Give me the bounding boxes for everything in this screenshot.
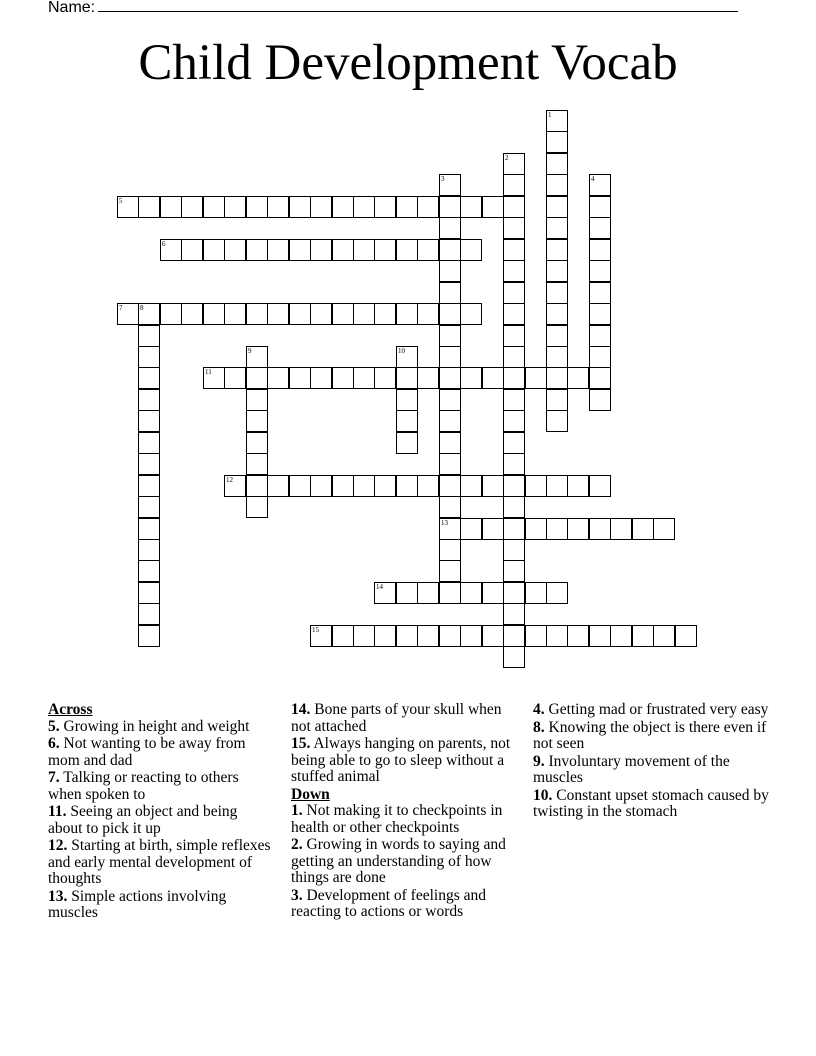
grid-cell[interactable] (138, 625, 160, 647)
grid-cell[interactable] (246, 303, 268, 325)
across-heading: Across (48, 701, 93, 718)
grid-cell[interactable] (589, 217, 611, 239)
grid-cell[interactable] (503, 303, 525, 325)
clues-column-3 (533, 702, 783, 822)
grid-cell[interactable] (353, 239, 375, 261)
grid-cell[interactable] (417, 239, 439, 261)
grid-cell[interactable] (374, 196, 396, 218)
grid-cell[interactable] (181, 196, 203, 218)
cell-number: 11 (205, 368, 212, 376)
clue-across-14: 14. Bone parts of your skull when not attached (291, 701, 502, 735)
grid-cell[interactable] (181, 239, 203, 261)
grid-cell[interactable] (546, 367, 568, 389)
grid-cell[interactable] (503, 410, 525, 432)
grid-cell[interactable] (460, 239, 482, 261)
grid-cell[interactable] (267, 475, 289, 497)
grid-cell[interactable] (503, 153, 525, 175)
clues-column-1 (48, 702, 273, 923)
grid-cell[interactable] (203, 367, 225, 389)
clue-across-7: 7. Talking or reacting to others when spoken to (48, 769, 239, 803)
grid-cell[interactable] (332, 239, 354, 261)
grid-cell[interactable] (138, 603, 160, 625)
grid-cell[interactable] (503, 260, 525, 282)
grid-cell[interactable] (439, 389, 461, 411)
grid-cell[interactable] (396, 196, 418, 218)
clue-down-3: 3. Development of feelings and reacting to actions or words (291, 886, 486, 920)
grid-cell[interactable] (653, 625, 675, 647)
grid-cell[interactable] (267, 367, 289, 389)
cell-number: 12 (226, 476, 233, 484)
grid-cell[interactable] (503, 518, 525, 540)
grid-cell[interactable] (460, 367, 482, 389)
grid-cell[interactable] (310, 367, 332, 389)
grid-cell[interactable] (332, 367, 354, 389)
grid-cell[interactable] (246, 196, 268, 218)
grid-cell[interactable] (203, 239, 225, 261)
grid-cell[interactable] (460, 582, 482, 604)
grid-cell[interactable] (439, 217, 461, 239)
grid-cell[interactable] (439, 282, 461, 304)
grid-cell[interactable] (267, 303, 289, 325)
grid-cell[interactable] (482, 518, 504, 540)
grid-cell[interactable] (374, 239, 396, 261)
clue-down-2: 2. Growing in words to saying and getting an understanding of how things are done (291, 836, 506, 886)
grid-cell[interactable] (138, 410, 160, 432)
grid-cell[interactable] (503, 346, 525, 368)
cell-number: 5 (119, 197, 123, 205)
grid-cell[interactable] (589, 389, 611, 411)
grid-cell[interactable] (546, 346, 568, 368)
grid-cell[interactable] (374, 475, 396, 497)
grid-cell[interactable] (246, 389, 268, 411)
grid-cell[interactable] (289, 367, 311, 389)
grid-cell[interactable] (224, 367, 246, 389)
grid-cell[interactable] (439, 432, 461, 454)
grid-cell[interactable] (396, 625, 418, 647)
grid-cell[interactable] (439, 625, 461, 647)
grid-cell[interactable] (546, 110, 568, 132)
grid-cell[interactable] (546, 282, 568, 304)
grid-cell[interactable] (396, 475, 418, 497)
grid-cell[interactable] (138, 196, 160, 218)
grid-cell[interactable] (138, 346, 160, 368)
grid-cell[interactable] (246, 367, 268, 389)
grid-cell[interactable] (374, 303, 396, 325)
grid-cell[interactable] (632, 518, 654, 540)
clue-down-9: 9. Involuntary movement of the muscles (533, 752, 730, 786)
grid-cell[interactable] (160, 196, 182, 218)
grid-cell[interactable] (310, 196, 332, 218)
clue-down-8: 8. Knowing the object is there even if not seen (533, 718, 767, 752)
grid-cell[interactable] (589, 239, 611, 261)
grid-cell[interactable] (138, 453, 160, 475)
grid-cell[interactable] (546, 582, 568, 604)
grid-cell[interactable] (289, 475, 311, 497)
grid-cell[interactable] (503, 453, 525, 475)
grid-cell[interactable] (289, 196, 311, 218)
down-heading: Down (291, 785, 330, 803)
grid-cell[interactable] (138, 367, 160, 389)
grid-cell[interactable] (310, 303, 332, 325)
cell-number: 6 (162, 240, 166, 248)
grid-cell[interactable] (439, 174, 461, 196)
grid-cell[interactable] (332, 625, 354, 647)
clue-down-4: 4. Getting mad or frustrated very easy (533, 701, 769, 718)
grid-cell[interactable] (546, 475, 568, 497)
grid-cell[interactable] (117, 196, 139, 218)
grid-cell[interactable] (203, 303, 225, 325)
grid-cell[interactable] (675, 625, 697, 647)
grid-cell[interactable] (439, 303, 461, 325)
grid-cell[interactable] (503, 217, 525, 239)
cell-number: 4 (591, 175, 595, 183)
grid-cell[interactable] (546, 303, 568, 325)
grid-cell[interactable] (589, 367, 611, 389)
grid-cell[interactable] (546, 260, 568, 282)
grid-cell[interactable] (546, 196, 568, 218)
grid-cell[interactable] (246, 453, 268, 475)
grid-cell[interactable] (439, 367, 461, 389)
grid-cell[interactable] (503, 239, 525, 261)
grid-cell[interactable] (160, 239, 182, 261)
grid-cell[interactable] (332, 196, 354, 218)
clue-down-10: 10. Constant upset stomach caused by twisting in the stomach (533, 786, 769, 820)
grid-cell[interactable] (138, 389, 160, 411)
grid-cell[interactable] (396, 346, 418, 368)
clue-across-13: 13. Simple actions involving muscles (48, 887, 227, 921)
grid-cell[interactable] (138, 325, 160, 347)
grid-cell[interactable] (589, 282, 611, 304)
grid-cell[interactable] (567, 625, 589, 647)
grid-cell[interactable] (138, 560, 160, 582)
grid-cell[interactable] (138, 496, 160, 518)
grid-cell[interactable] (610, 625, 632, 647)
grid-cell[interactable] (439, 539, 461, 561)
grid-cell[interactable] (439, 325, 461, 347)
grid-cell[interactable] (503, 174, 525, 196)
grid-cell[interactable] (138, 303, 160, 325)
grid-cell[interactable] (503, 560, 525, 582)
grid-cell[interactable] (589, 174, 611, 196)
grid-cell[interactable] (417, 625, 439, 647)
grid-cell[interactable] (589, 346, 611, 368)
clue-across-12: 12. Starting at birth, simple reflexes and early mental development of thoughts (48, 837, 271, 887)
grid-cell[interactable] (332, 303, 354, 325)
name-label: Name: (48, 0, 96, 16)
grid-cell[interactable] (503, 603, 525, 625)
grid-cell[interactable] (224, 239, 246, 261)
grid-cell[interactable] (482, 367, 504, 389)
grid-cell[interactable] (525, 625, 547, 647)
grid-cell[interactable] (439, 496, 461, 518)
grid-cell[interactable] (460, 303, 482, 325)
grid-cell[interactable] (632, 625, 654, 647)
grid-cell[interactable] (546, 625, 568, 647)
cell-number: 15 (312, 626, 319, 634)
grid-cell[interactable] (439, 582, 461, 604)
grid-cell[interactable] (503, 582, 525, 604)
grid-cell[interactable] (396, 303, 418, 325)
grid-cell[interactable] (374, 582, 396, 604)
grid-cell[interactable] (546, 410, 568, 432)
grid-cell[interactable] (310, 239, 332, 261)
grid-cell[interactable] (460, 196, 482, 218)
grid-cell[interactable] (546, 174, 568, 196)
grid-cell[interactable] (332, 475, 354, 497)
grid-cell[interactable] (589, 325, 611, 347)
grid-cell[interactable] (417, 475, 439, 497)
cell-number: 3 (441, 175, 445, 183)
grid-cell[interactable] (246, 239, 268, 261)
grid-cell[interactable] (589, 260, 611, 282)
grid-cell[interactable] (289, 303, 311, 325)
cell-number: 7 (119, 304, 123, 312)
grid-cell[interactable] (417, 196, 439, 218)
grid-cell[interactable] (138, 432, 160, 454)
grid-cell[interactable] (439, 475, 461, 497)
grid-cell[interactable] (546, 325, 568, 347)
grid-cell[interactable] (439, 453, 461, 475)
cell-number: 8 (140, 304, 144, 312)
grid-cell[interactable] (567, 475, 589, 497)
cell-number: 9 (248, 347, 252, 355)
grid-cell[interactable] (525, 475, 547, 497)
grid-cell[interactable] (589, 303, 611, 325)
grid-cell[interactable] (460, 475, 482, 497)
grid-cell[interactable] (567, 367, 589, 389)
grid-cell[interactable] (439, 518, 461, 540)
grid-cell[interactable] (224, 475, 246, 497)
grid-cell[interactable] (160, 303, 182, 325)
grid-cell[interactable] (396, 389, 418, 411)
grid-cell[interactable] (117, 303, 139, 325)
grid-cell[interactable] (503, 625, 525, 647)
clues-column-2 (291, 702, 519, 922)
grid-cell[interactable] (589, 196, 611, 218)
grid-cell[interactable] (546, 131, 568, 153)
grid-cell[interactable] (546, 153, 568, 175)
cell-number: 1 (548, 111, 552, 119)
cell-number: 2 (505, 154, 509, 162)
grid-cell[interactable] (546, 389, 568, 411)
grid-cell[interactable] (439, 410, 461, 432)
grid-cell[interactable] (353, 475, 375, 497)
grid-cell[interactable] (610, 518, 632, 540)
grid-cell[interactable] (525, 582, 547, 604)
grid-cell[interactable] (546, 239, 568, 261)
grid-cell[interactable] (353, 625, 375, 647)
grid-cell[interactable] (653, 518, 675, 540)
grid-cell[interactable] (374, 367, 396, 389)
grid-cell[interactable] (503, 325, 525, 347)
grid-cell[interactable] (353, 196, 375, 218)
page-title: Child Development Vocab (138, 35, 678, 91)
grid-cell[interactable] (396, 239, 418, 261)
grid-cell[interactable] (482, 475, 504, 497)
grid-cell[interactable] (503, 282, 525, 304)
grid-cell[interactable] (246, 346, 268, 368)
grid-cell[interactable] (525, 367, 547, 389)
grid-cell[interactable] (203, 196, 225, 218)
grid-cell[interactable] (138, 475, 160, 497)
clue-across-15: 15. Always hanging on parents, not being able to go to sleep without a stuffed animal (291, 735, 511, 785)
grid-cell[interactable] (396, 410, 418, 432)
grid-cell[interactable] (224, 303, 246, 325)
grid-cell[interactable] (503, 432, 525, 454)
clue-down-1: 1. Not making it to checkpoints in health or other checkpoints (291, 802, 503, 836)
grid-cell[interactable] (482, 196, 504, 218)
grid-cell[interactable] (503, 539, 525, 561)
grid-cell[interactable] (589, 475, 611, 497)
grid-cell[interactable] (439, 260, 461, 282)
clue-across-11: 11. Seeing an object and being about to pick it up (48, 803, 238, 837)
grid-cell[interactable] (246, 432, 268, 454)
grid-cell[interactable] (503, 196, 525, 218)
grid-cell[interactable] (439, 346, 461, 368)
grid-cell[interactable] (396, 367, 418, 389)
cell-number: 10 (398, 347, 405, 355)
grid-cell[interactable] (267, 239, 289, 261)
cell-number: 13 (441, 519, 448, 527)
grid-cell[interactable] (267, 196, 289, 218)
grid-cell[interactable] (439, 196, 461, 218)
grid-cell[interactable] (546, 518, 568, 540)
name-field[interactable] (48, 0, 738, 17)
grid-cell[interactable] (181, 303, 203, 325)
grid-cell[interactable] (396, 582, 418, 604)
grid-cell[interactable] (439, 239, 461, 261)
grid-cell[interactable] (138, 518, 160, 540)
grid-cell[interactable] (503, 389, 525, 411)
grid-cell[interactable] (503, 475, 525, 497)
grid-cell[interactable] (482, 582, 504, 604)
grid-cell[interactable] (246, 475, 268, 497)
grid-cell[interactable] (289, 239, 311, 261)
grid-cell[interactable] (589, 625, 611, 647)
grid-cell[interactable] (567, 518, 589, 540)
clue-across-5: 5. Growing in height and weight (48, 717, 250, 735)
grid-cell[interactable] (503, 496, 525, 518)
name-underline[interactable] (98, 0, 738, 12)
grid-cell[interactable] (460, 518, 482, 540)
grid-cell[interactable] (353, 303, 375, 325)
grid-cell[interactable] (224, 196, 246, 218)
grid-cell[interactable] (482, 625, 504, 647)
grid-cell[interactable] (246, 496, 268, 518)
clue-across-6: 6. Not wanting to be away from mom and dad (48, 735, 246, 769)
grid-cell[interactable] (503, 367, 525, 389)
grid-cell[interactable] (138, 582, 160, 604)
grid-cell[interactable] (310, 625, 332, 647)
grid-cell[interactable] (417, 367, 439, 389)
grid-cell[interactable] (396, 432, 418, 454)
grid-cell[interactable] (310, 475, 332, 497)
grid-cell[interactable] (417, 303, 439, 325)
cell-number: 14 (376, 583, 383, 591)
grid-cell[interactable] (138, 539, 160, 561)
grid-cell[interactable] (546, 217, 568, 239)
grid-cell[interactable] (525, 518, 547, 540)
grid-cell[interactable] (417, 582, 439, 604)
grid-cell[interactable] (460, 625, 482, 647)
grid-cell[interactable] (503, 646, 525, 668)
grid-cell[interactable] (589, 518, 611, 540)
grid-cell[interactable] (246, 410, 268, 432)
grid-cell[interactable] (439, 560, 461, 582)
grid-cell[interactable] (353, 367, 375, 389)
grid-cell[interactable] (374, 625, 396, 647)
